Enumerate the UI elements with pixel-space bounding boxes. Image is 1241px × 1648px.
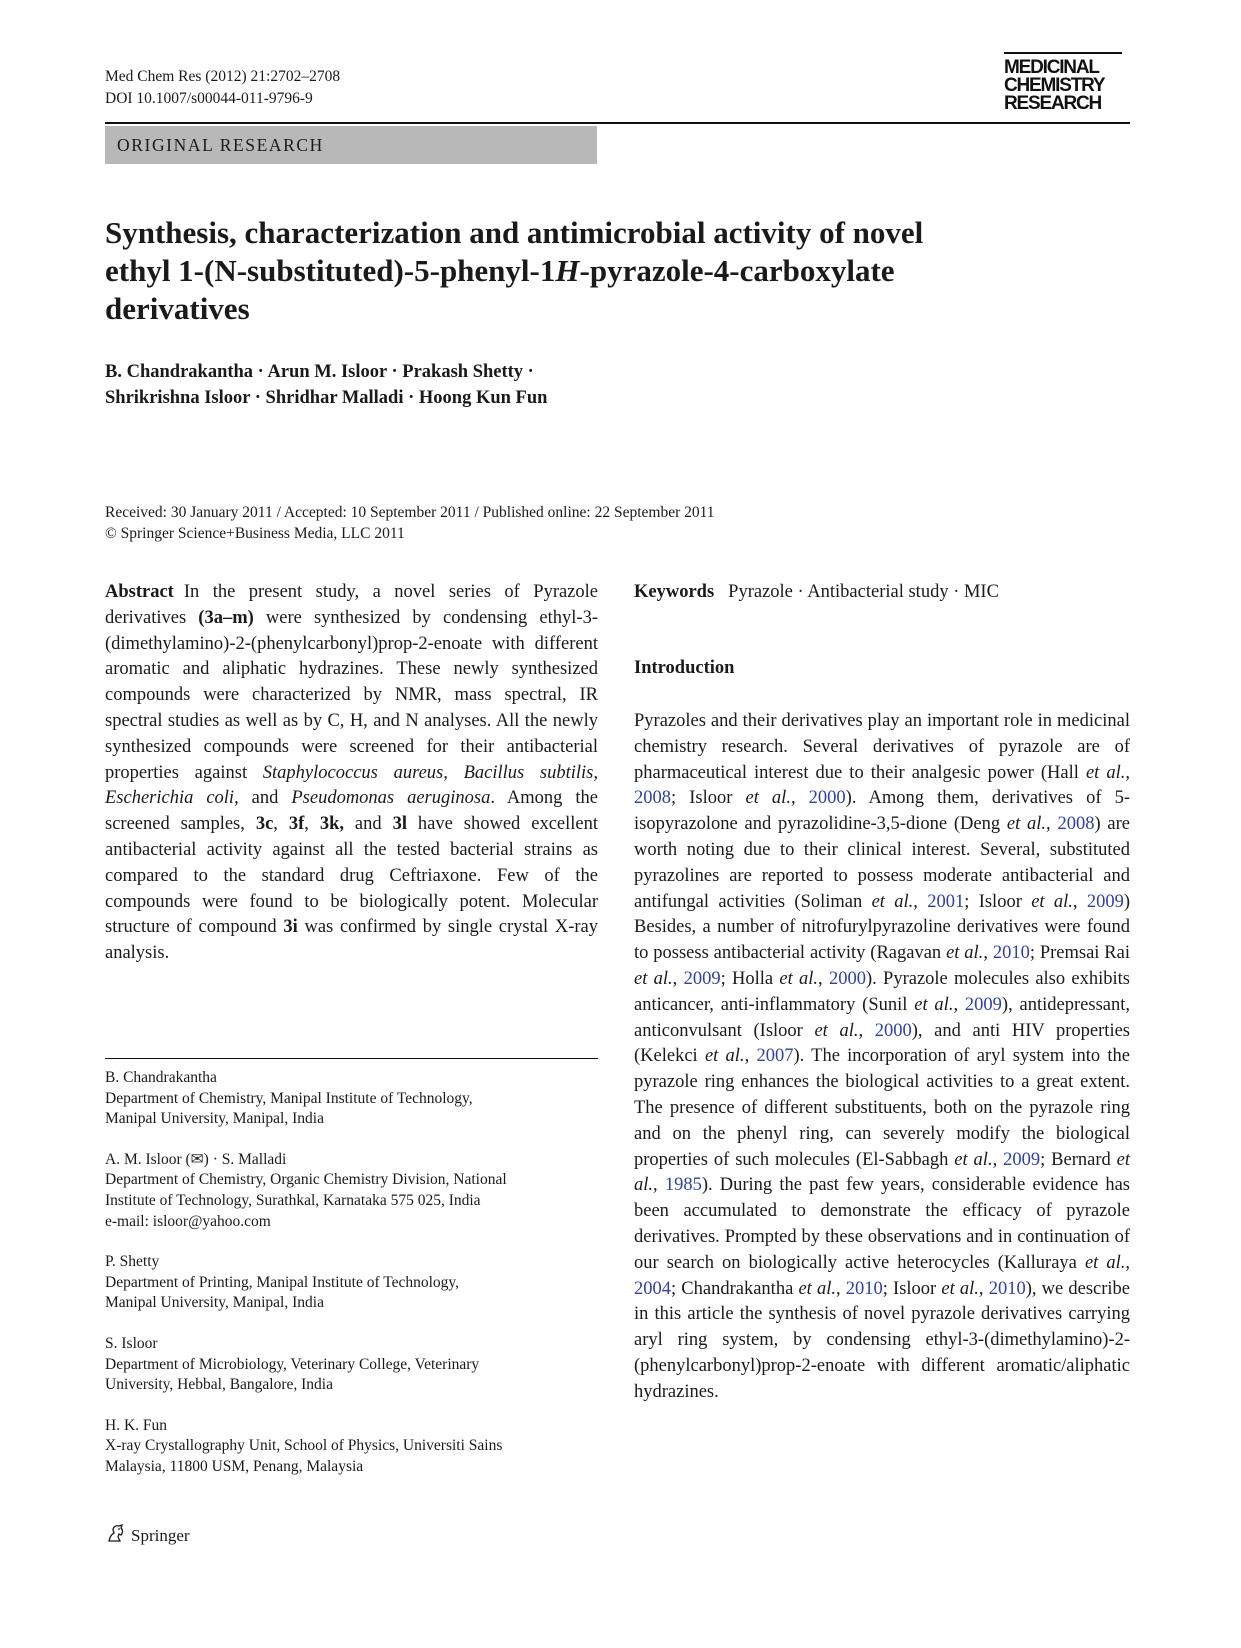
affiliation-name: P. Shetty [105,1253,160,1271]
citation-year[interactable]: 2009 [1003,1149,1041,1170]
affiliations [105,1068,605,1498]
intro-text: , [1046,814,1058,835]
citation-year[interactable]: 2000 [828,968,866,989]
intro-text: ). The incorporation of aryl system into the pyrazole ring enhances the biological activities to a great extent. The presence of different substituents, both on the pyrazole ring and on the phenyl ring, can severely modify the biological properties of such molecules (El-Sabbagh [634,1046,1130,1170]
title-line-2-a: ethyl 1-(N-substituted)-5-phenyl-1 [105,253,556,288]
intro-text: , [744,1046,757,1067]
abstract-text: was confirmed by single crystal X-ray analysis. [105,917,598,964]
intro-text: , [1072,891,1087,912]
article-title [105,214,1135,328]
title-line-3: derivatives [105,291,250,326]
affiliation-item [105,1416,605,1478]
section-label: ORIGINAL RESEARCH [105,126,597,164]
intro-text: ; Isloor [964,891,1032,912]
intro-text: ). Among them, derivatives of 5-isopyrazolone and pyrazolidine-3,5-dione (Deng [634,788,1130,835]
affiliation-item [105,1068,605,1130]
etal: et al. [941,1278,979,1299]
citation-link[interactable] [634,1279,671,1299]
affiliation-email[interactable]: e-mail: isloor@yahoo.com [105,1212,271,1230]
intro-text: , [835,1278,846,1299]
abstract-text: , and [234,788,292,809]
etal: et al. [946,943,984,964]
logo-bar [1004,52,1122,54]
affiliation-line: X-ray Crystallography Unit, School of Physics, Universiti Sains [105,1437,503,1455]
citation-year[interactable]: 2007 [756,1046,794,1067]
affiliation-line: Malaysia, 11800 USM, Penang, Malaysia [105,1457,364,1475]
affiliation-name: B. Chandrakantha [105,1069,217,1086]
citation-year[interactable]: 2001 [927,891,965,912]
authors-line-1: B. Chandrakantha · Arun M. Isloor · Prakash Shetty · [105,362,534,382]
citation-volume: Med Chem Res (2012) 21:2702–2708 [105,68,341,85]
journal-logo [1004,52,1134,113]
citation-link[interactable] [1087,892,1124,912]
abstract [105,580,598,967]
citation-year[interactable]: 2009 [1086,891,1124,912]
publisher-name: Springer [131,1525,190,1545]
affiliation-line: Institute of Technology, Surathkal, Karnataka 575 025, India [105,1191,481,1209]
affiliation-line: Department of Chemistry, Manipal Institute of Technology, [105,1089,473,1107]
intro-text: ). During the past few years, considerable evidence has been accumulated to demonstrate the efficacy of pyrazole derivatives. Prompted by these observations and in continuation of our search on biologically active heterocycles (Kalluraya [634,1175,1130,1273]
citation-link[interactable] [684,969,721,989]
citation-link[interactable] [665,1175,702,1195]
etal: et al. [704,1046,745,1067]
title-line-2-italic: H [555,253,580,288]
citation-doi: DOI 10.1007/s00044-011-9796-9 [105,90,313,107]
compound-ref: (3a–m) [198,607,254,628]
citation-year[interactable]: 2008 [634,788,671,809]
citation-year[interactable]: 2000 [874,1020,912,1041]
compound-ref: 3i [283,917,298,938]
citation-year[interactable]: 2009 [964,994,1002,1015]
intro-text: ; Bernard [1040,1149,1117,1170]
affiliation-item [105,1334,605,1396]
intro-text: ; Holla [720,968,780,989]
affiliation-rule [105,1058,598,1059]
keywords-list: Pyrazole · Antibacterial study · MIC [728,582,999,602]
intro-text: , [653,1175,665,1196]
authors-line-2: Shrikrishna Isloor · Shridhar Malladi · Hoong Kun Fun [105,388,548,408]
etal: et al. [871,891,914,912]
introduction-heading: Introduction [634,658,735,678]
citation-year[interactable]: 2008 [1057,814,1095,835]
citation-link[interactable] [756,1046,793,1066]
etal: et al. [1031,891,1073,912]
etal: et al. [814,1020,859,1041]
citation-link[interactable] [634,788,671,808]
intro-text: , [983,943,993,964]
affiliation-line: Department of Microbiology, Veterinary College, Veterinary [105,1355,480,1373]
intro-text: ). Pyrazole molecules also exhibits anticancer, anti-inflammatory (Sunil [634,968,1130,1015]
affiliation-item [105,1252,605,1314]
publication-dates [105,502,1005,544]
etal: et al. [1084,1252,1126,1273]
citation-year[interactable]: 2004 [634,1278,671,1299]
etal: et al. [779,968,819,989]
intro-text: , [1125,1252,1130,1273]
abstract-text: . Among the screened samples, [105,788,598,835]
publisher-footer [105,1522,190,1549]
abstract-text: and [344,814,393,835]
citation-link[interactable] [927,892,964,912]
logo-word-2: CHEMISTRY [1004,75,1105,96]
logo-word-1: MEDICINAL [1004,57,1099,78]
keywords-heading: Keywords [634,582,715,602]
intro-text: ; Isloor [671,788,746,809]
etal: et al. [745,788,791,809]
citation-year[interactable]: 2010 [988,1278,1026,1299]
springer-horse-icon [105,1522,127,1549]
affiliation-line: Department of Chemistry, Organic Chemistry Division, National [105,1171,507,1189]
etal: et al. [634,1149,1130,1196]
citation-link[interactable] [846,1279,883,1299]
citation-year[interactable]: 2009 [683,968,721,989]
intro-text: , [953,994,965,1015]
citation-link[interactable] [829,969,866,989]
affiliation-line: Manipal University, Manipal, India [105,1294,324,1312]
compound-ref: 3c [255,814,274,835]
compound-ref: 3l [392,814,407,835]
header-rule [105,122,1130,124]
abstract-text: In the present study, a novel series of Pyrazole derivatives [105,582,598,628]
keywords [634,580,1130,606]
citation-year[interactable]: 2000 [808,788,846,809]
compound-ref: 3f [288,814,305,835]
affiliation-name: A. M. Isloor (✉) · S. Malladi [105,1150,287,1168]
citation-year[interactable]: 1985 [664,1175,702,1196]
title-line-1: Synthesis, characterization and antimicrobial activity of novel [105,215,924,250]
intro-text: ; Chandrakantha [671,1278,799,1299]
author-list [105,359,905,411]
affiliation-line: Department of Printing, Manipal Institute of Technology, [105,1273,460,1291]
intro-text: Pyrazoles and their derivatives play an important role in medicinal chemistry research. Several derivatives of pyrazole are of pharmaceutical interest due to their analgesic power (Hall [634,711,1130,783]
citation-link[interactable] [989,1279,1026,1299]
intro-text: ), antidepressant, anticonvulsant (Isloor [634,994,1130,1041]
citation-year[interactable]: 2010 [992,943,1030,964]
intro-text: , [1125,762,1130,783]
intro-text: , [992,1149,1004,1170]
intro-text: ), we describe in this article the synthesis of novel pyrazole derivatives carrying aryl ring system, by condensing ethyl-3-(dimethylamino)-2-(phenylcarbonyl)prop-2-enoate with different aromatic/aliphatic hydrazines. [634,1278,1130,1402]
intro-text: , [913,891,928,912]
compound-ref: 3k, [319,814,344,835]
introduction-body [634,709,1130,1406]
copyright-line: © Springer Science+Business Media, LLC 2011 [105,525,405,542]
intro-text: , [790,788,809,809]
citation-link[interactable] [809,788,846,808]
etal: et al. [954,1149,993,1170]
affiliation-name: S. Isloor [105,1334,158,1352]
affiliation-line: Manipal University, Manipal, India [105,1110,324,1128]
etal: et al. [798,1278,836,1299]
intro-text: , [858,1020,875,1041]
intro-text: ), and anti HIV properties (Kelekci [634,1020,1130,1067]
citation-link[interactable] [875,1021,912,1041]
citation-link[interactable] [1057,814,1094,834]
etal: et al. [1085,762,1126,783]
dates-line: Received: 30 January 2011 / Accepted: 10 September 2011 / Published online: 22 September 2011 [105,504,715,521]
citation-link[interactable] [1003,1150,1040,1170]
species-name: Pseudomonas aeruginosa [291,788,491,809]
etal: et al. [914,994,954,1015]
abstract-text: , [273,814,289,835]
species-names: Staphylococcus aureus, Bacillus subtilis, Escherichia coli [105,762,599,809]
etal: et al. [1006,814,1047,835]
etal: et al. [634,968,673,989]
intro-text: ) are worth noting due to their clinical interest. Several, substituted pyrazolines are reported to possess moderate antibacterial and antifungal activities (Soliman [634,814,1131,912]
abstract-heading: Abstract [105,582,174,602]
citation-link[interactable] [993,943,1030,963]
affiliation-line: University, Hebbal, Bangalore, India [105,1376,333,1394]
abstract-text: , [304,814,320,835]
affiliation-item [105,1150,605,1232]
citation-link[interactable] [965,995,1002,1015]
intro-text: , [978,1278,989,1299]
title-line-2 [105,252,1135,290]
journal-citation [105,66,340,110]
abstract-text: have showed excellent antibacterial activity against all the tested bacterial strains as compared to the standard drug Ceftriaxone. Few of the compounds were found to be biologically potent. Molecular structure of compound [105,814,598,938]
intro-text: ; Isloor [882,1278,942,1299]
logo-word-3: RESEARCH [1004,93,1102,114]
title-line-2-b: -pyrazole-4-carboxylate [579,253,895,288]
citation-year[interactable]: 2010 [845,1278,883,1299]
intro-text: ) Besides, a number of nitrofurylpyrazoline derivatives were found to possess antibacterial activity (Ragavan [634,891,1130,964]
abstract-text: were synthesized by condensing ethyl-3-(dimethylamino)-2-(phenylcarbonyl)prop-2-enoate with different aromatic and aliphatic hydrazines. These newly synthesized compounds were characterized by NMR, mass spectral, IR spectral studies as well as by C, H, and N analyses. All the newly synthesized compounds were screened for their antibacterial properties against [105,607,598,783]
affiliation-name: H. K. Fun [105,1416,168,1434]
intro-text: , [672,968,684,989]
intro-text: ; Premsai Rai [1029,943,1130,964]
intro-text: , [818,968,829,989]
